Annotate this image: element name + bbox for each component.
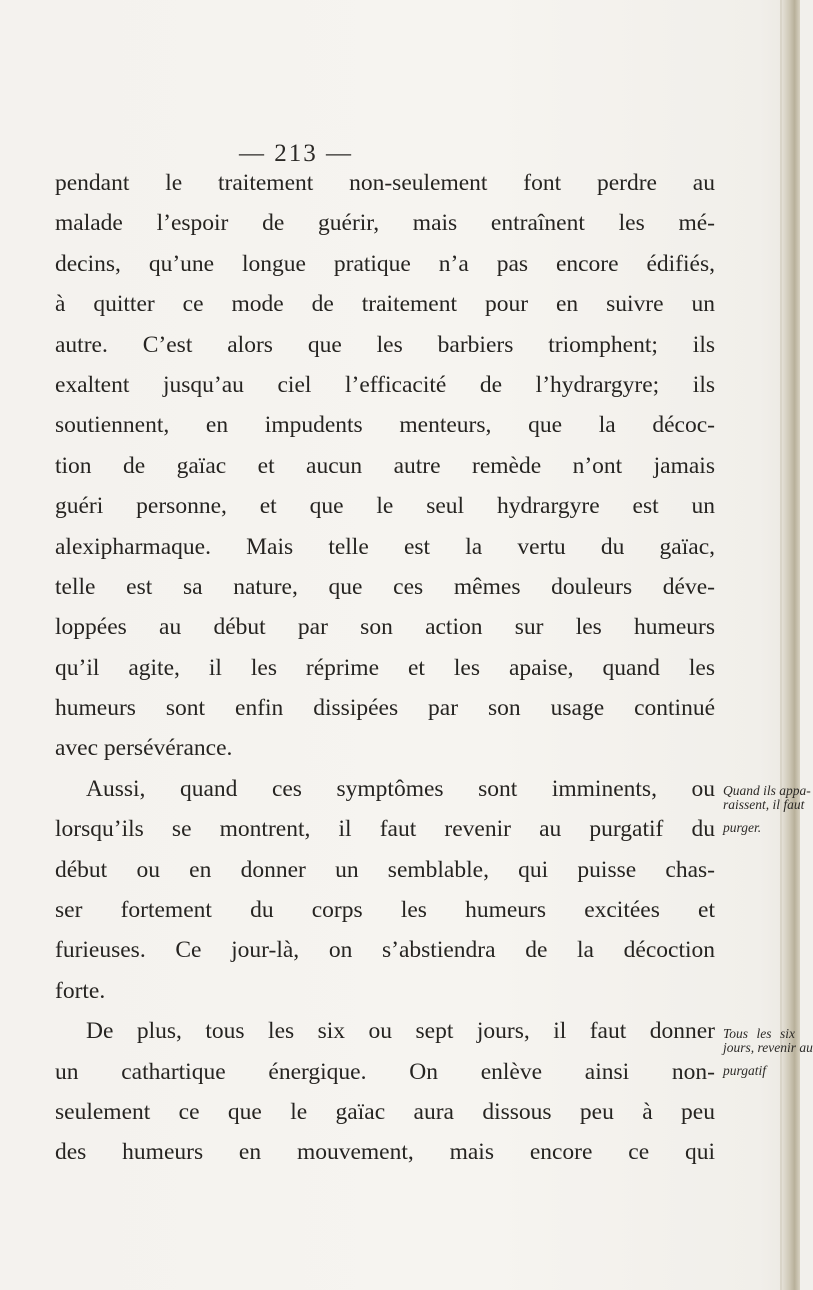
- margin-note-line: raissent, il faut: [723, 797, 805, 812]
- margin-note-line: purgatif: [723, 1063, 767, 1078]
- text-line: alexipharmaque. Mais telle est la vertu du gaïac,: [55, 533, 715, 560]
- text-line: qu’il agite, il les réprime et les apaise, quand les: [55, 654, 715, 681]
- text-line: des humeurs en mouvement, mais encore ce qui: [55, 1139, 715, 1166]
- text-line: un cathartique énergique. On enlève ainsi non-: [55, 1058, 715, 1085]
- text-line: à quitter ce mode de traitement pour en suivre un: [55, 291, 715, 318]
- text-line: exaltent jusqu’au ciel l’efficacité de l’hydrargyre; ils: [55, 371, 715, 398]
- text-line: Aussi, quand ces symptômes sont imminents, ou: [86, 775, 715, 802]
- book-spine: [782, 0, 800, 1290]
- text-line: loppées au début par son action sur les humeurs: [55, 614, 715, 641]
- margin-note-line: Tous les six: [723, 1026, 795, 1041]
- page-number: — 213 —: [239, 140, 353, 167]
- text-line: furieuses. Ce jour-là, on s’abstiendra de la décoction: [55, 937, 715, 964]
- text-line: humeurs sont enfin dissipées par son usage continué: [55, 695, 715, 722]
- margin-note: [723, 783, 811, 835]
- text-line: seulement ce que le gaïac aura dissous peu à peu: [55, 1098, 715, 1125]
- text-line: pendant le traitement non-seulement font perdre au: [55, 170, 715, 196]
- body-text: [55, 163, 715, 1173]
- text-line: soutiennent, en impudents menteurs, que la décoc-: [55, 412, 715, 439]
- text-line: forte.: [55, 977, 106, 1004]
- text-line: De plus, tous les six ou sept jours, il faut donner: [86, 1018, 715, 1045]
- text-line: decins, qu’une longue pratique n’a pas encore édifiés,: [55, 250, 715, 277]
- text-line: tion de gaïac et aucun autre remède n’ont jamais: [55, 452, 715, 479]
- text-line: lorsqu’ils se montrent, il faut revenir au purgatif du: [55, 816, 715, 843]
- text-line: guéri personne, et que le seul hydrargyre est un: [55, 493, 715, 520]
- margin-note-line: purger.: [723, 820, 762, 835]
- text-line: début ou en donner un semblable, qui puisse chas-: [55, 856, 715, 883]
- text-line: autre. C’est alors que les barbiers triomphent; ils: [55, 331, 715, 358]
- text-line: ser fortement du corps les humeurs excitées et: [55, 897, 715, 924]
- text-line: malade l’espoir de guérir, mais entraînent les mé-: [55, 210, 715, 237]
- margin-note: [723, 1026, 813, 1078]
- text-line: avec persévérance.: [55, 735, 233, 762]
- margin-note-line: Quand ils appa-: [723, 783, 811, 798]
- text-line: telle est sa nature, que ces mêmes douleurs déve-: [55, 573, 715, 600]
- margin-note-line: jours, revenir au: [723, 1040, 813, 1055]
